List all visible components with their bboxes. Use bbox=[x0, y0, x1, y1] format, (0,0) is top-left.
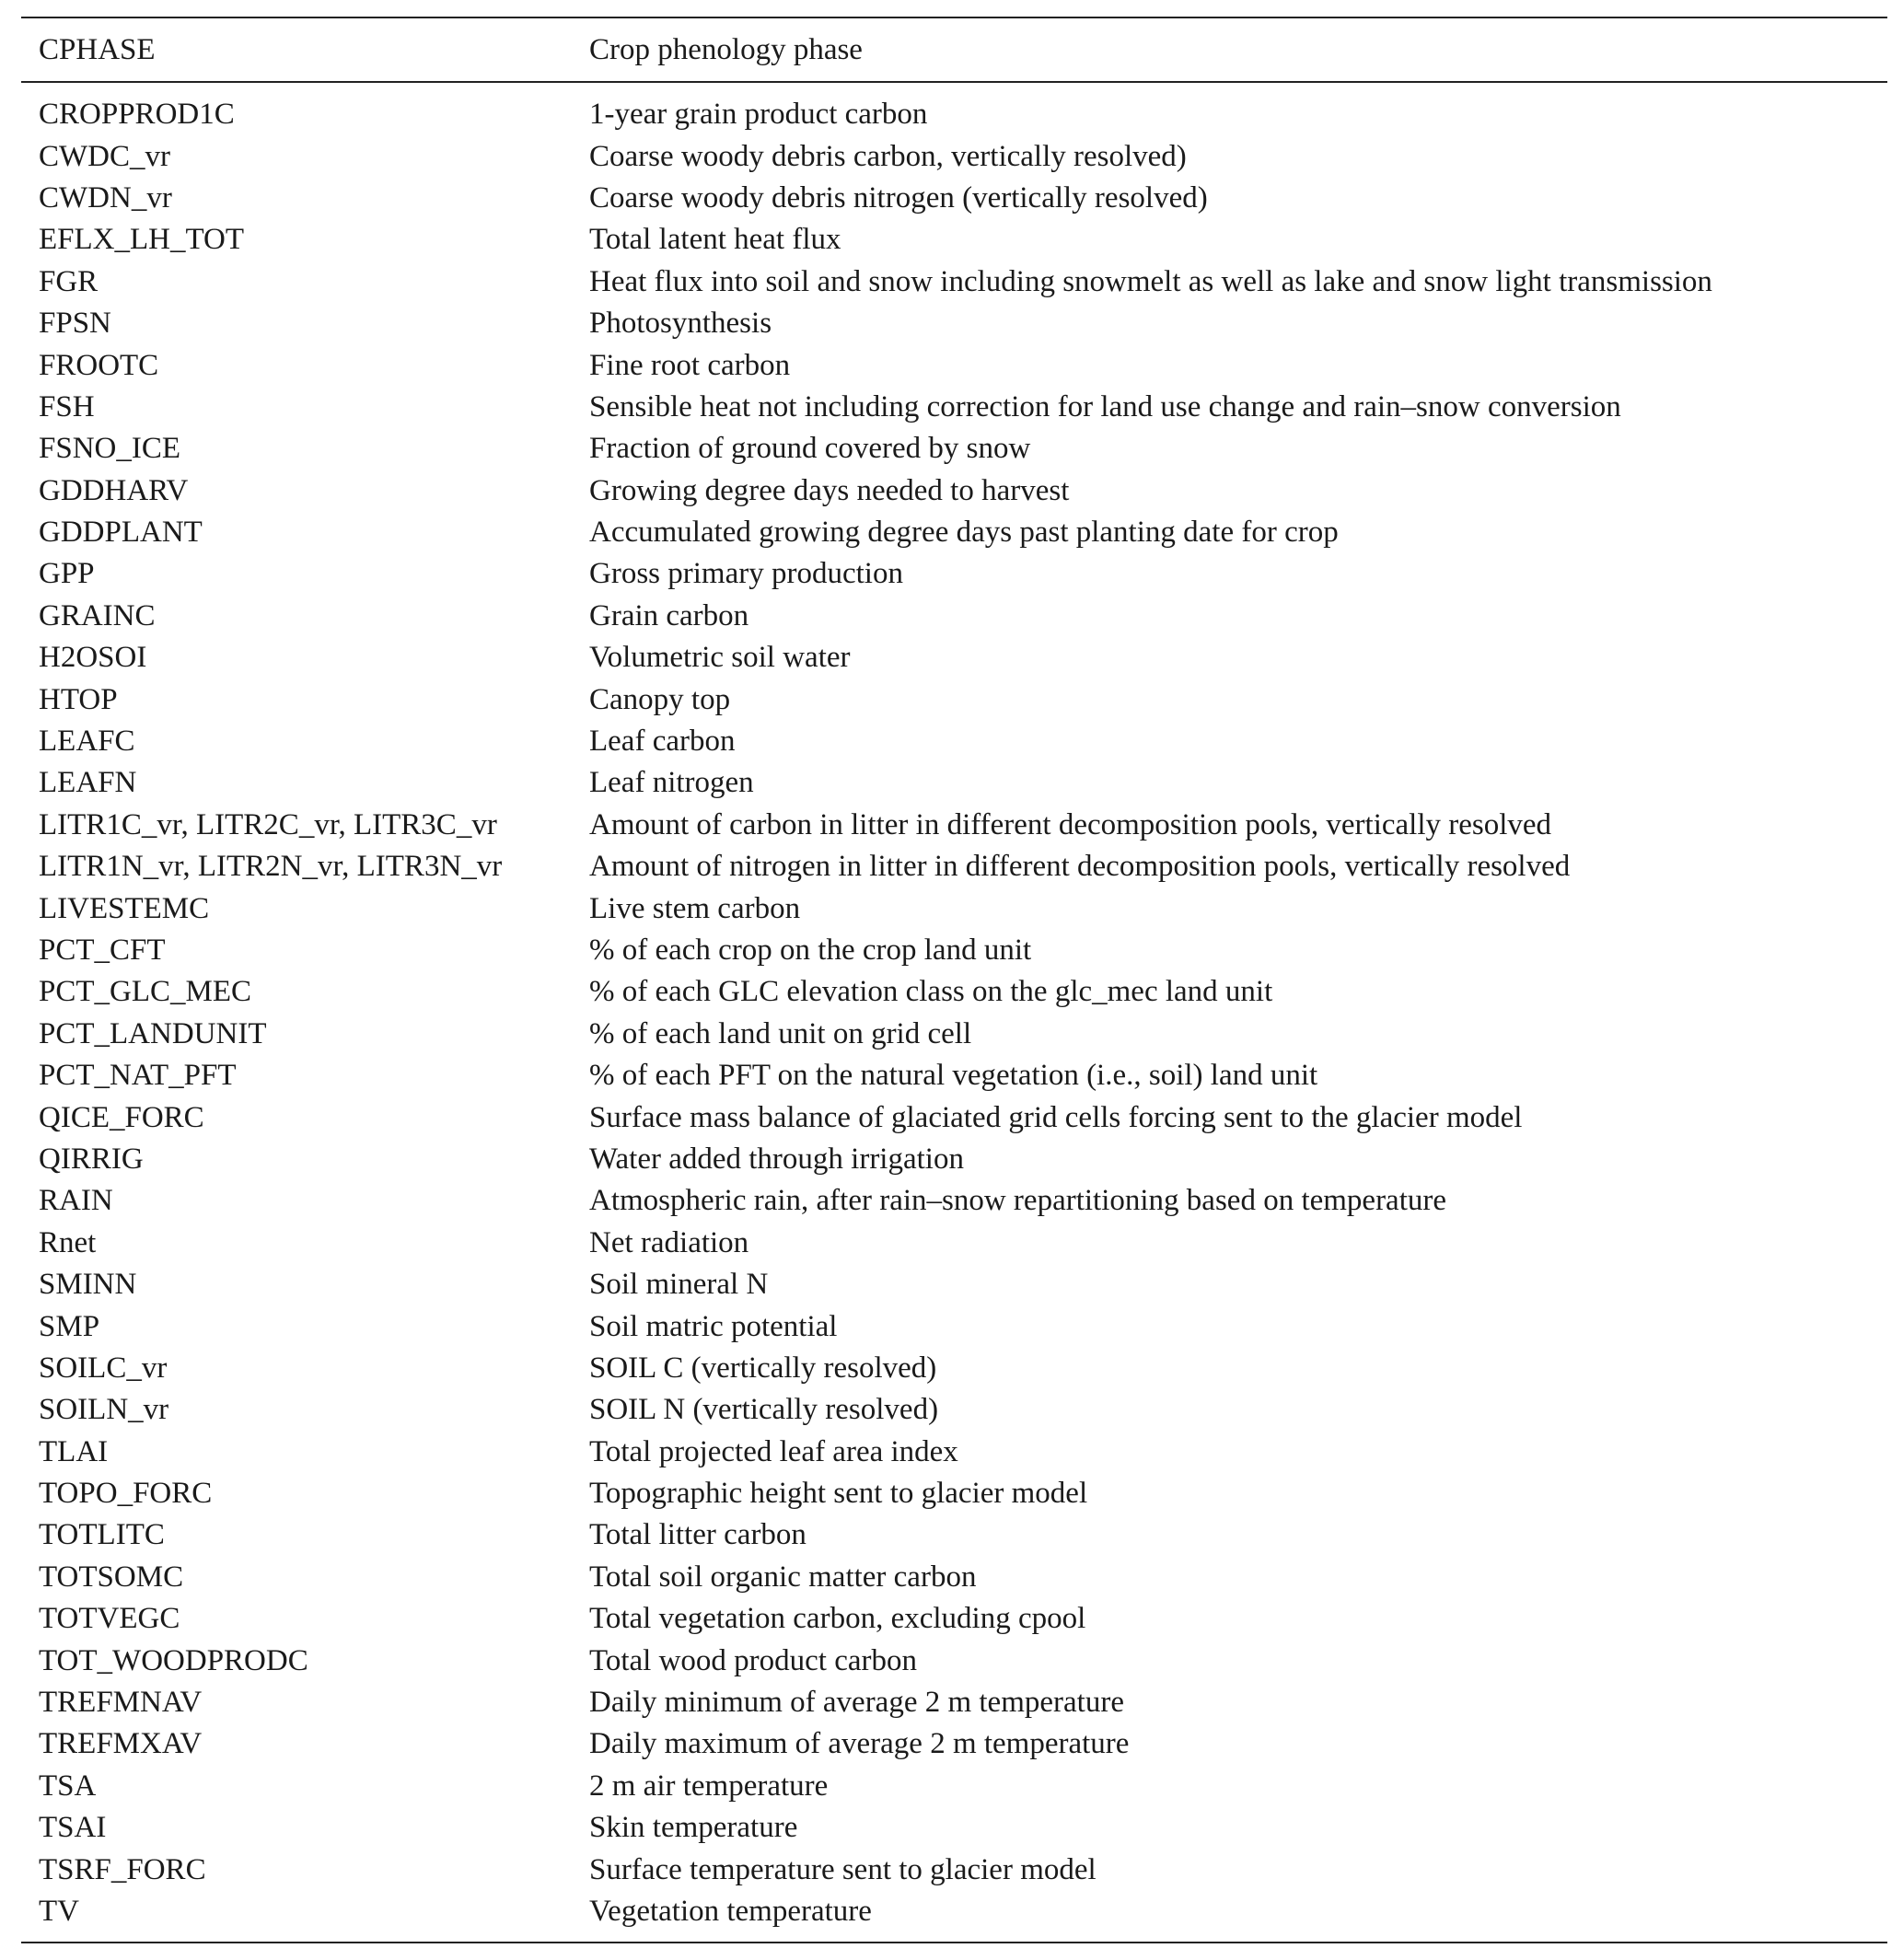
variable-description-cell: Topographic height sent to glacier model bbox=[589, 1477, 1088, 1511]
table-row bbox=[21, 805, 1887, 846]
variable-description-cell: Daily maximum of average 2 m temperature bbox=[589, 1727, 1130, 1761]
variable-name-cell: TREFMNAV bbox=[39, 1686, 203, 1720]
table-row bbox=[21, 1014, 1887, 1055]
variable-description-cell: Amount of carbon in litter in different decomposition pools, vertically resolved bbox=[589, 807, 1552, 841]
variable-description-cell: 1-year grain product carbon bbox=[589, 98, 928, 132]
table-row bbox=[21, 387, 1887, 428]
variable-name-cell: GDDHARV bbox=[39, 473, 189, 507]
table-row bbox=[21, 1180, 1887, 1222]
variable-name-cell: QICE_FORC bbox=[39, 1100, 204, 1134]
variable-name-cell: SOILN_vr bbox=[39, 1393, 169, 1427]
variable-name-cell: TLAI bbox=[39, 1434, 109, 1468]
table-row bbox=[21, 178, 1887, 219]
variable-name-cell: TOTSOMC bbox=[39, 1560, 184, 1594]
table-row bbox=[21, 1598, 1887, 1640]
variable-description-cell: Total projected leaf area index bbox=[589, 1434, 958, 1468]
variable-description-cell: % of each crop on the crop land unit bbox=[589, 934, 1032, 967]
variable-name-cell: PCT_GLC_MEC bbox=[39, 975, 252, 1009]
table-row bbox=[21, 1096, 1887, 1138]
table-row bbox=[21, 94, 1887, 135]
variable-name-cell: SMP bbox=[39, 1309, 100, 1343]
variable-name-cell: EFLX_LH_TOT bbox=[39, 223, 245, 257]
variable-description-cell: Daily minimum of average 2 m temperature bbox=[589, 1686, 1124, 1720]
variable-description-cell: 2 m air temperature bbox=[589, 1769, 829, 1803]
variable-description-cell: Atmospheric rain, after rain–snow repartitioning based on temperature bbox=[589, 1184, 1447, 1218]
variable-name-cell: TOT_WOODPRODC bbox=[39, 1643, 308, 1677]
variable-name-cell: TSRF_FORC bbox=[39, 1852, 206, 1886]
variable-description-cell: Grain carbon bbox=[589, 598, 749, 632]
table-row bbox=[21, 470, 1887, 512]
table-row bbox=[21, 762, 1887, 804]
variable-name-cell: TSAI bbox=[39, 1811, 107, 1845]
variable-name-cell: LITR1N_vr, LITR2N_vr, LITR3N_vr bbox=[39, 850, 503, 884]
variable-name-cell: CROPPROD1C bbox=[39, 98, 235, 132]
variable-description-cell: Coarse woody debris nitrogen (vertically resolved) bbox=[589, 180, 1208, 215]
variable-description-cell: % of each GLC elevation class on the glc_mec land unit bbox=[589, 975, 1273, 1009]
variable-description-cell: Skin temperature bbox=[589, 1811, 798, 1845]
variable-name-cell: TOPO_FORC bbox=[39, 1477, 213, 1511]
table-row bbox=[21, 1807, 1887, 1849]
table-row bbox=[21, 1348, 1887, 1389]
variable-name-cell: FROOTC bbox=[39, 348, 159, 382]
variable-name-cell: PCT_LANDUNIT bbox=[39, 1016, 267, 1050]
table-row bbox=[21, 1723, 1887, 1765]
table-row bbox=[21, 135, 1887, 177]
header-description-cell: Crop phenology phase bbox=[589, 32, 863, 66]
variable-name-cell: QIRRIG bbox=[39, 1142, 144, 1176]
variable-name-cell: CWDC_vr bbox=[39, 139, 170, 173]
bottom-rule bbox=[21, 1942, 1887, 1943]
variable-name-cell: LITR1C_vr, LITR2C_vr, LITR3C_vr bbox=[39, 807, 497, 841]
variable-description-cell: Water added through irrigation bbox=[589, 1142, 964, 1176]
variable-description-cell: Net radiation bbox=[589, 1225, 749, 1259]
variable-description-cell: Soil mineral N bbox=[589, 1268, 769, 1302]
variable-description-cell: Sensible heat not including correction for land use change and rain–snow conversion bbox=[589, 389, 1621, 423]
variable-description-cell: Photosynthesis bbox=[589, 307, 772, 341]
table-row bbox=[21, 219, 1887, 261]
variable-description-cell: Volumetric soil water bbox=[589, 641, 851, 675]
table-row bbox=[21, 1557, 1887, 1598]
variable-description-cell: Gross primary production bbox=[589, 557, 903, 591]
variable-name-cell: H2OSOI bbox=[39, 641, 147, 675]
table-row bbox=[21, 1389, 1887, 1431]
variable-description-cell: Leaf nitrogen bbox=[589, 766, 754, 800]
variable-description-cell: Total wood product carbon bbox=[589, 1643, 918, 1677]
table-row bbox=[21, 971, 1887, 1013]
table-row bbox=[21, 1514, 1887, 1556]
table-row bbox=[21, 1264, 1887, 1305]
variable-description-cell: Fraction of ground covered by snow bbox=[589, 432, 1031, 466]
table-row bbox=[21, 344, 1887, 386]
table-row bbox=[21, 637, 1887, 678]
table-row bbox=[21, 1305, 1887, 1347]
table-row bbox=[21, 1432, 1887, 1473]
variable-description-cell: % of each PFT on the natural vegetation (i.e., soil) land unit bbox=[589, 1059, 1318, 1093]
table-row bbox=[21, 1139, 1887, 1180]
variable-name-cell: FGR bbox=[39, 264, 99, 298]
table-row bbox=[21, 303, 1887, 344]
table-row bbox=[21, 428, 1887, 470]
variable-name-cell: Rnet bbox=[39, 1225, 97, 1259]
variable-description-cell: Total latent heat flux bbox=[589, 223, 841, 257]
variable-name-cell: GDDPLANT bbox=[39, 516, 203, 550]
variable-name-cell: SMINN bbox=[39, 1268, 137, 1302]
header-name-cell: CPHASE bbox=[39, 32, 156, 66]
variable-description-cell: % of each land unit on grid cell bbox=[589, 1016, 972, 1050]
variable-description-cell: Heat flux into soil and snow including snowmelt as well as lake and snow light transmission bbox=[589, 264, 1712, 298]
table-header-row bbox=[21, 18, 1887, 81]
variable-name-cell: HTOP bbox=[39, 682, 118, 716]
table-row bbox=[21, 721, 1887, 762]
variable-name-cell: PCT_CFT bbox=[39, 934, 166, 967]
variable-description-cell: Growing degree days needed to harvest bbox=[589, 473, 1070, 507]
variable-description-cell: Amount of nitrogen in litter in different decomposition pools, vertically resolved bbox=[589, 850, 1571, 884]
variable-description-cell: Surface temperature sent to glacier model bbox=[589, 1852, 1097, 1886]
table-row bbox=[21, 678, 1887, 720]
variable-description-cell: Total litter carbon bbox=[589, 1518, 806, 1552]
variable-description-cell: Leaf carbon bbox=[589, 725, 736, 759]
table-row bbox=[21, 1849, 1887, 1890]
variable-description-cell: SOIL N (vertically resolved) bbox=[589, 1393, 939, 1427]
table-row bbox=[21, 1766, 1887, 1807]
variable-description-cell: Soil matric potential bbox=[589, 1309, 838, 1343]
variable-name-cell: LIVESTEMC bbox=[39, 891, 210, 925]
table-row bbox=[21, 1682, 1887, 1723]
table-row bbox=[21, 596, 1887, 637]
variable-description-cell: SOIL C (vertically resolved) bbox=[589, 1351, 937, 1385]
variable-name-cell: TOTVEGC bbox=[39, 1602, 180, 1636]
variable-description-cell: Fine root carbon bbox=[589, 348, 791, 382]
variable-name-cell: SOILC_vr bbox=[39, 1351, 168, 1385]
variable-description-cell: Vegetation temperature bbox=[589, 1894, 872, 1928]
variable-description-cell: Canopy top bbox=[589, 682, 731, 716]
table-row bbox=[21, 1055, 1887, 1096]
variable-name-cell: TV bbox=[39, 1894, 79, 1928]
variable-description-cell: Accumulated growing degree days past planting date for crop bbox=[589, 516, 1339, 550]
variable-name-cell: FPSN bbox=[39, 307, 111, 341]
variable-description-cell: Surface mass balance of glaciated grid cells forcing sent to the glacier model bbox=[589, 1100, 1523, 1134]
variable-name-cell: RAIN bbox=[39, 1184, 113, 1218]
table-body bbox=[21, 83, 1887, 1942]
variable-description-cell: Total vegetation carbon, excluding cpool bbox=[589, 1602, 1086, 1636]
table-row bbox=[21, 930, 1887, 971]
table-row bbox=[21, 553, 1887, 595]
table-row bbox=[21, 846, 1887, 887]
variable-name-cell: TREFMXAV bbox=[39, 1727, 203, 1761]
variable-name-cell: TOTLITC bbox=[39, 1518, 165, 1552]
variable-description-cell: Coarse woody debris carbon, vertically resolved) bbox=[589, 139, 1187, 173]
variable-description-cell: Live stem carbon bbox=[589, 891, 801, 925]
variable-name-cell: GRAINC bbox=[39, 598, 156, 632]
variable-name-cell: TSA bbox=[39, 1769, 97, 1803]
variable-table bbox=[21, 17, 1887, 1943]
table-row bbox=[21, 261, 1887, 303]
table-row bbox=[21, 1640, 1887, 1681]
variable-name-cell: GPP bbox=[39, 557, 95, 591]
variable-name-cell: FSH bbox=[39, 389, 95, 423]
variable-name-cell: LEAFN bbox=[39, 766, 137, 800]
variable-name-cell: LEAFC bbox=[39, 725, 135, 759]
variable-description-cell: Total soil organic matter carbon bbox=[589, 1560, 977, 1594]
table-row bbox=[21, 1223, 1887, 1264]
table-row bbox=[21, 512, 1887, 553]
table-row bbox=[21, 1891, 1887, 1932]
table-row bbox=[21, 887, 1887, 929]
variable-name-cell: CWDN_vr bbox=[39, 180, 172, 215]
variable-name-cell: PCT_NAT_PFT bbox=[39, 1059, 237, 1093]
variable-name-cell: FSNO_ICE bbox=[39, 432, 181, 466]
table-row bbox=[21, 1473, 1887, 1514]
